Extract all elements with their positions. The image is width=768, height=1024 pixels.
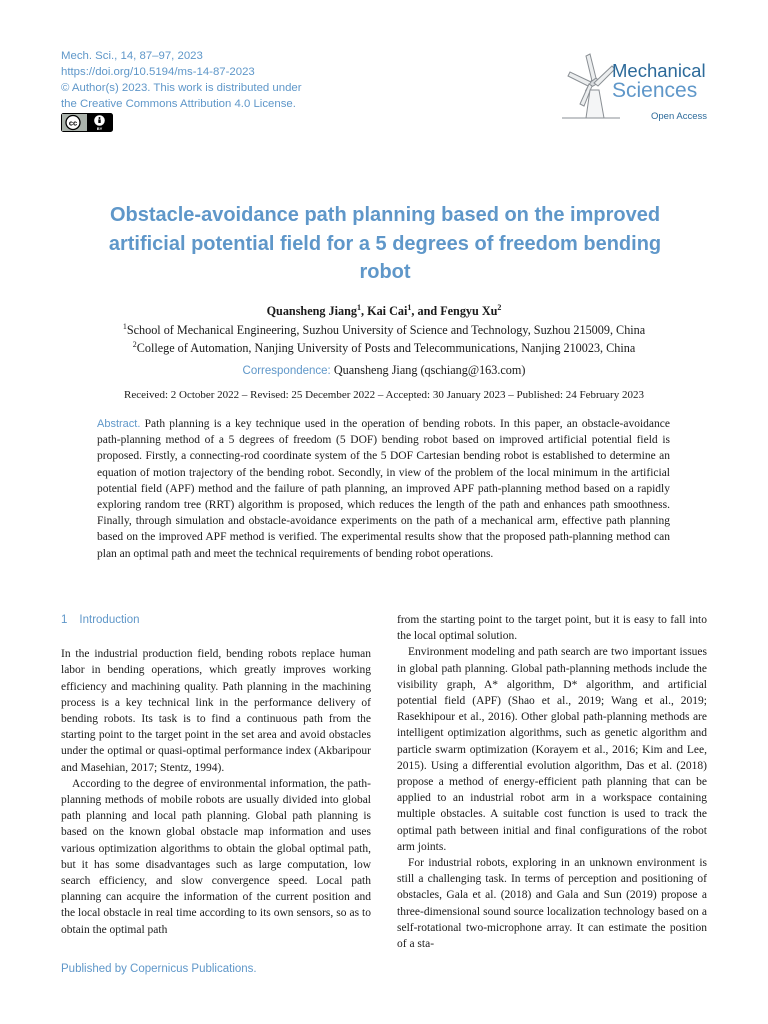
affiliation-mark: 2: [132, 340, 137, 349]
publication-dates: Received: 2 October 2022 – Revised: 25 December 2022 – Accepted: 30 January 2023 – Published: 24 February 2023: [124, 389, 644, 401]
article-metadata: [61, 48, 361, 112]
correspondence: [0, 363, 768, 378]
paragraph: Environment modeling and path search are two important issues in global path planning. Global path-planning methods include the visibility graph, A* algorithm, D* algorithm, and artificial potential field (APF) (Shao et al., 2019; Wang et al., 2019; Rasekhipour et al., 2016). Other global path-planning methods are intelligent optimization algorithms, such as genetic algorithm and particle swarm optimization (Korayem et al., 2016; Kim and Lee, 2015). Using a differential evolution algorithm, Das et al. (2018) propose a method of energy-efficient path planning that can be applied to an industrial robot arm in a workspace containing multiple obstacles. A suitable cost function is used to track the optimal path between initial and final configurations of the robot arm joints.: [397, 646, 707, 853]
affiliation: [0, 340, 768, 356]
author-separator: ,: [361, 304, 368, 319]
journal-logo-text: Mechanical: [612, 60, 706, 81]
author-affiliation-mark: 1: [357, 303, 361, 312]
svg-text:cc: cc: [68, 118, 78, 128]
author-name: Kai Cai: [367, 304, 408, 319]
paragraph: For industrial robots, exploring in an unknown environment is still a challenging task. In terms of perception and positioning of obstacles, Gala et al. (2018) and Gala and Sun (2019) propose a three-dimensional sound source localization technology based on a self-rotational two-microphone array. It can estimate the position of a sta-: [397, 857, 707, 951]
section-title: Introduction: [79, 614, 140, 626]
open-access-label: Open Access: [651, 111, 707, 122]
author-list: [0, 303, 768, 319]
paragraph: In the industrial production field, bending robots replace human labor in bending operations, which greatly improves working efficiency and machining quality. Path planning in the machining process is a key technical link in the performance delivery of bending robots. Its task is to find a continuous path from the starting point to the target point in the set area and avoid obstacles under the optimal or quasi-optimal performance index (Akbaripour and Masehian, 2017; Stentz, 1994).: [61, 648, 371, 774]
copyright-line: © Author(s) 2023. This work is distributed under: [61, 82, 302, 94]
affiliation-text: College of Automation, Nanjing University of Posts and Telecommunications, Nanjing 210023, China: [136, 341, 636, 356]
paragraph: from the starting point to the target point, but it is easy to fall into the local optimal solution.: [397, 614, 707, 643]
affiliation: [0, 322, 768, 338]
left-column: [61, 612, 371, 938]
affiliation-mark: 1: [122, 322, 127, 331]
section-number: 1: [61, 614, 68, 626]
author-name: Quansheng Jiang: [266, 304, 357, 319]
correspondence-label: Correspondence:: [242, 365, 331, 377]
section-heading: [61, 612, 371, 628]
doi-link[interactable]: https://doi.org/10.5194/ms-14-87-2023: [61, 66, 255, 78]
license-line[interactable]: the Creative Commons Attribution 4.0 License.: [61, 98, 296, 110]
abstract-label: Abstract.: [97, 418, 141, 430]
author-name: Fengyu Xu: [440, 304, 498, 319]
abstract: [97, 416, 670, 562]
abstract-text: Path planning is a key technique used in the operation of bending robots. In this paper, an obstacle-avoidance path-planning method of a 5 degrees of freedom (5 DOF) bending robot based on improved artificial potential field is proposed. Firstly, a connecting-rod coordinate system of the 5 DOF Cartesian bending robot is established to determine an equation of motion trajectory of the bending robot. Secondly, in view of the problem of the local minimum in the artificial potential field (APF) method and the failure of path planning, an improved APF path-planning method based on a rapidly exploring random tree (RRT) algorithm is proposed, which reduces the length of the path and enhances path smoothness. Finally, through simulation and obstacle-avoidance experiments on the path of a mechanical arm, effective path planning based on the improved APF method is verified. The experimental results show that the proposed path-planning method can plan an optimal path and meet the technical requirements of bending robot operations.: [97, 418, 670, 560]
paper-title: Obstacle-avoidance path planning based on the improved artificial potential field for a 5 degrees of freedom bending robot: [108, 204, 662, 283]
svg-text:BY: BY: [96, 126, 103, 131]
author-affiliation-mark: 1: [407, 303, 412, 312]
publisher-footer: Published by Copernicus Publications.: [61, 963, 257, 975]
cc-by-license-icon[interactable]: [61, 113, 113, 132]
journal-citation: Mech. Sci., 14, 87–97, 2023: [61, 50, 203, 62]
journal-logo-text-2: Sciences: [612, 79, 698, 102]
right-column: [397, 612, 707, 952]
author-affiliation-mark: 2: [497, 303, 502, 312]
author-separator: , and: [411, 304, 441, 319]
correspondence-text: Quansheng Jiang (qschiang@163.com): [330, 363, 526, 377]
paragraph: According to the degree of environmental information, the path-planning methods of mobile robots are usually divided into global path planning and local path planning. Global path planning is based on the known global obstacle map information and uses various optimization algorithms to obtain the global optimal path, but it has some disadvantages such as large computation, low search efficiency, and slow convergence speed. Local path planning can acquire the information of the current position and the local obstacle in real time according to its own sensors, so as to obtain the optimal path: [61, 777, 371, 936]
affiliation-text: School of Mechanical Engineering, Suzhou University of Science and Technology, Suzhou 215009, China: [126, 323, 646, 338]
